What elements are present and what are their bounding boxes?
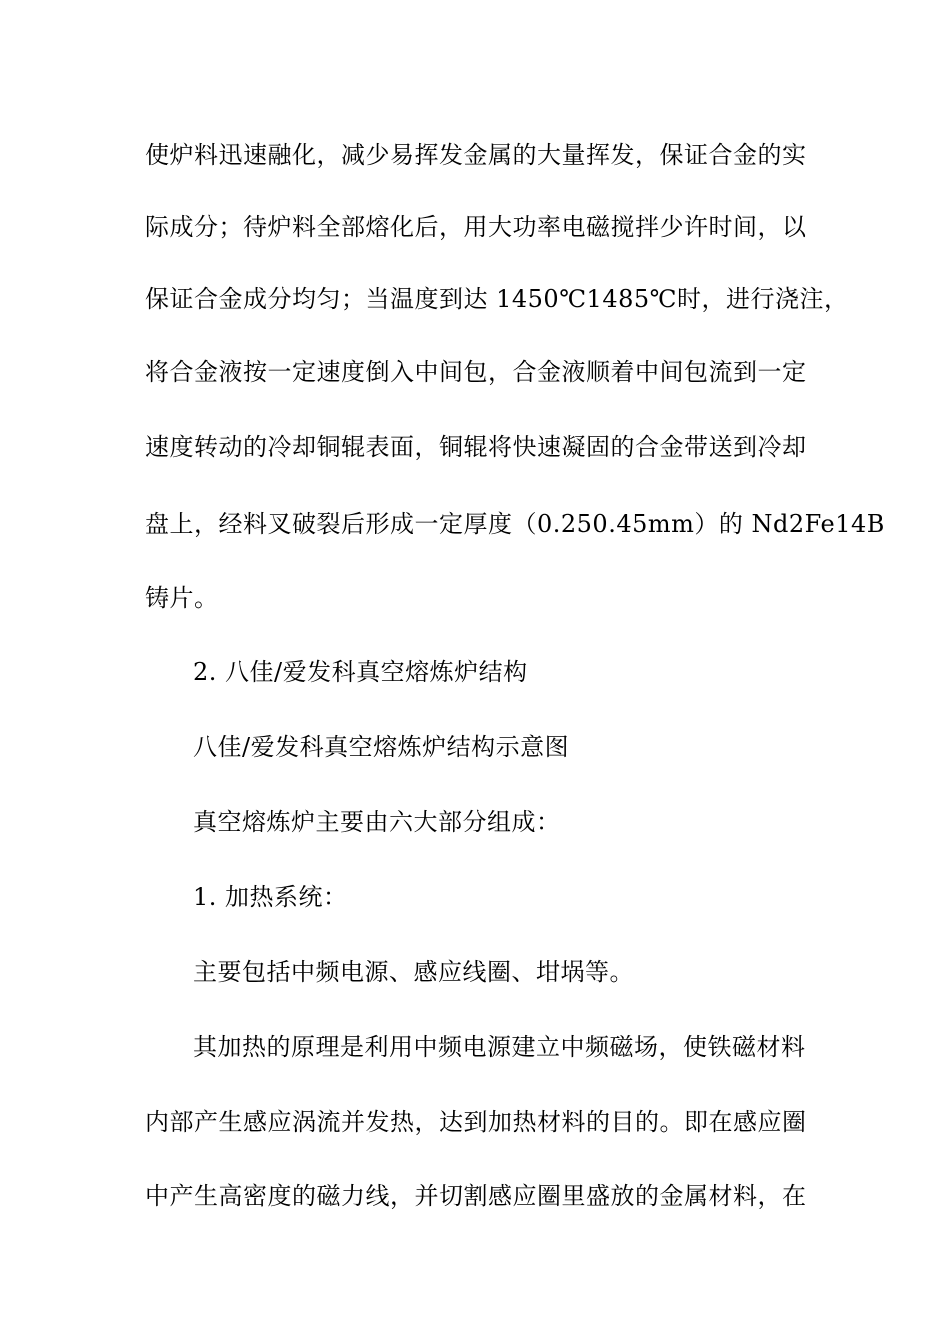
body-text-line: 其加热的原理是利用中频电源建立中频磁场，使铁磁材料	[193, 1033, 806, 1061]
body-text-line: 盘上，经料叉破裂后形成一定厚度（0.250.45mm）的 Nd2Fe14B	[145, 510, 885, 538]
body-text-line: 使炉料迅速融化，减少易挥发金属的大量挥发，保证合金的实	[145, 141, 807, 169]
figure-caption: 八佳/爱发科真空熔炼炉结构示意图	[193, 733, 570, 761]
body-text-line: 主要包括中频电源、感应线圈、坩埚等。	[193, 958, 634, 986]
body-text-line: 际成分；待炉料全部熔化后，用大功率电磁搅拌少许时间，以	[145, 213, 807, 241]
subsection-heading: 1. 加热系统：	[193, 883, 348, 911]
body-text-line: 铸片。	[145, 584, 219, 612]
body-text-line: 中产生高密度的磁力线，并切割感应圈里盛放的金属材料，在	[145, 1182, 807, 1210]
body-text-line: 内部产生感应涡流并发热，达到加热材料的目的。即在感应圈	[145, 1108, 807, 1136]
body-text-line: 真空熔炼炉主要由六大部分组成：	[193, 808, 561, 836]
body-text-line: 将合金液按一定速度倒入中间包，合金液顺着中间包流到一定	[145, 358, 807, 386]
body-text-line: 速度转动的冷却铜辊表面，铜辊将快速凝固的合金带送到冷却	[145, 433, 807, 461]
section-heading: 2. 八佳/爱发科真空熔炼炉结构	[193, 658, 528, 686]
body-text-line: 保证合金成分均匀；当温度到达 1450℃1485℃时，进行浇注，	[145, 285, 849, 313]
